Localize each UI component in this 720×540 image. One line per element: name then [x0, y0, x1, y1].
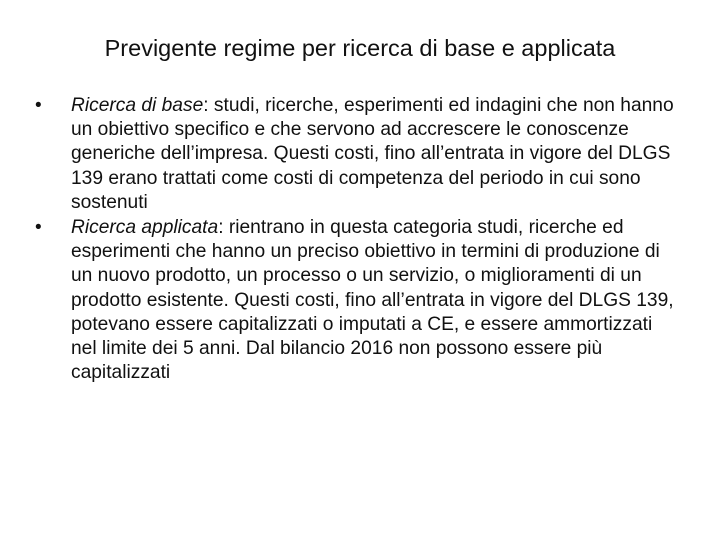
bullet-icon: • [35, 95, 42, 116]
bullet-separator: : [218, 217, 224, 239]
bullet-list [35, 94, 683, 386]
bullet-icon: • [35, 217, 42, 239]
bullet-item-ricerca-di-base [35, 94, 683, 215]
bullet-text: studi, ricerche, esperimenti ed indagini che non hanno un obiettivo specifico e che servono ad accrescere le conoscenze generiche dell’impresa. Questi costi, fino all’entrata in vigore del DLGS 139 erano trattati come costi di competenza del periodo in cui sono sostenuti [71, 95, 674, 213]
bullet-text: rientrano in questa categoria studi, ricerche ed esperimenti che hanno un preciso obiettivo in termini di produzione di un nuovo prodotto, un processo o un servizio, o miglioramenti di un prodotto esistente. Questi costi, fino all’entrata in vigore del DLGS 139, potevano essere capitalizzati o imputati a CE, e essere ammortizzati nel limite dei 5 anni. Dal bilancio 2016 non possono essere più capitalizzati [71, 217, 674, 384]
bullet-separator: : [203, 95, 209, 116]
bullet-term: Ricerca applicata [71, 217, 219, 239]
bullet-term: Ricerca di base [71, 95, 204, 116]
bullet-item-ricerca-applicata [35, 216, 683, 385]
slide-title: Previgente regime per ricerca di base e applicata [104, 35, 616, 61]
